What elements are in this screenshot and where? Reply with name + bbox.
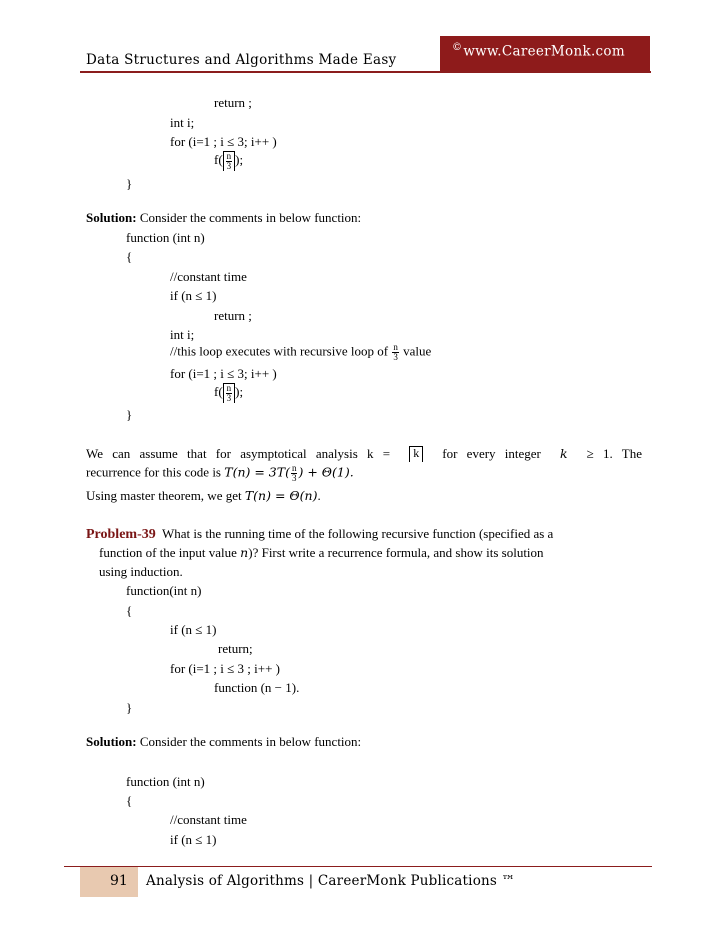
ceil-k [409, 446, 423, 462]
code-line: { [126, 603, 133, 618]
header-title: Data Structures and Algorithms Made Easy [86, 52, 397, 68]
code-line: if (n ≤ 1) [170, 288, 217, 303]
solution-text: Consider the comments in below function: [136, 734, 362, 749]
code-line: } [126, 176, 133, 191]
fraction-numerator: n [226, 383, 232, 393]
fraction-denominator: 3 [226, 161, 232, 171]
problem-text: What is the running time of the following recursive function (specified as a [155, 526, 554, 541]
code-text: ); [235, 383, 244, 399]
fraction [226, 384, 233, 403]
problem-text: )? First write a recurrence formula, and show its solution [248, 545, 544, 560]
solution-line [86, 734, 361, 750]
code-line: if (n ≤ 1) [170, 622, 217, 637]
code-line: if (n ≤ 1) [170, 832, 217, 847]
para-text: ≥ 1. The [586, 446, 642, 461]
paragraph-line [86, 446, 642, 462]
problem-label: Problem-39 [86, 527, 156, 542]
para-text: We can assume that for asymptotical analysis k = [86, 446, 391, 461]
code-text: //this loop executes with recursive loop of [170, 343, 392, 359]
code-line: { [126, 249, 133, 264]
solution-line [86, 210, 361, 226]
para-var: k [559, 446, 568, 461]
code-line: { [126, 793, 133, 808]
code-line: for (i=1 ; i ≤ 3 ; i++ ) [170, 661, 281, 676]
para-math: T(n) = Θ(n) [244, 488, 318, 503]
copyright-symbol: © [452, 42, 463, 53]
fraction-numerator: n [393, 342, 398, 352]
para-math: T(n) = 3T( [224, 464, 290, 480]
fraction [226, 152, 233, 171]
paragraph-line [86, 488, 321, 504]
code-text: f( [214, 151, 223, 167]
para-text: recurrence for this code is [86, 464, 225, 480]
code-text: ); [235, 151, 244, 167]
code-line: return; [218, 641, 253, 656]
problem-line: using induction. [99, 564, 183, 579]
problem-line [99, 545, 544, 561]
ceil-bracket [223, 151, 236, 171]
fraction-denominator: 3 [226, 393, 232, 403]
code-line: //constant time [170, 269, 247, 284]
header-site-url[interactable]: www.CareerMonk.com [463, 43, 625, 60]
ceil-bracket [223, 383, 236, 403]
solution-label: Solution: [86, 734, 137, 749]
code-line: function (n − 1). [214, 680, 300, 695]
code-line-call [214, 383, 243, 403]
fraction [291, 464, 298, 483]
code-line: return ; [214, 308, 252, 323]
problem-text: function of the input value [99, 545, 241, 560]
ceil-k-text: k [413, 446, 420, 460]
code-text: f( [214, 383, 223, 399]
footer-page-box [80, 867, 138, 897]
code-line: int i; [170, 115, 195, 130]
code-line: return ; [214, 95, 252, 110]
code-line: for (i=1 ; i ≤ 3; i++ ) [170, 366, 277, 381]
fraction [392, 343, 399, 362]
para-text: Using master theorem, we get [86, 488, 245, 503]
fraction-numerator: n [291, 463, 297, 473]
footer-rule [64, 866, 652, 867]
fraction-denominator: 3 [291, 473, 297, 483]
code-line-call [214, 151, 243, 171]
code-line: function (int n) [126, 774, 205, 789]
paragraph-line [86, 464, 354, 483]
fraction-denominator: 3 [393, 352, 398, 362]
header-site [452, 42, 625, 60]
code-line-comment [170, 343, 431, 362]
code-line: } [126, 700, 133, 715]
para-text: for every integer [442, 446, 541, 461]
code-line: } [126, 407, 133, 422]
code-line: //constant time [170, 812, 247, 827]
code-line: for (i=1 ; i ≤ 3; i++ ) [170, 134, 277, 149]
header-rule [80, 71, 651, 73]
solution-label: Solution: [86, 210, 137, 225]
code-line: function(int n) [126, 583, 202, 598]
footer-page-number: 91 [110, 873, 128, 889]
para-math: ) + Θ(1). [298, 464, 354, 480]
code-line: function (int n) [126, 230, 205, 245]
problem-var: n [240, 545, 249, 560]
solution-text: Consider the comments in below function: [136, 210, 362, 225]
para-text: . [317, 488, 321, 503]
fraction-numerator: n [226, 151, 232, 161]
code-line: int i; [170, 327, 195, 342]
code-text: value [399, 343, 432, 359]
footer-text: Analysis of Algorithms | CareerMonk Publications ™ [146, 873, 516, 889]
problem-line [86, 526, 642, 543]
